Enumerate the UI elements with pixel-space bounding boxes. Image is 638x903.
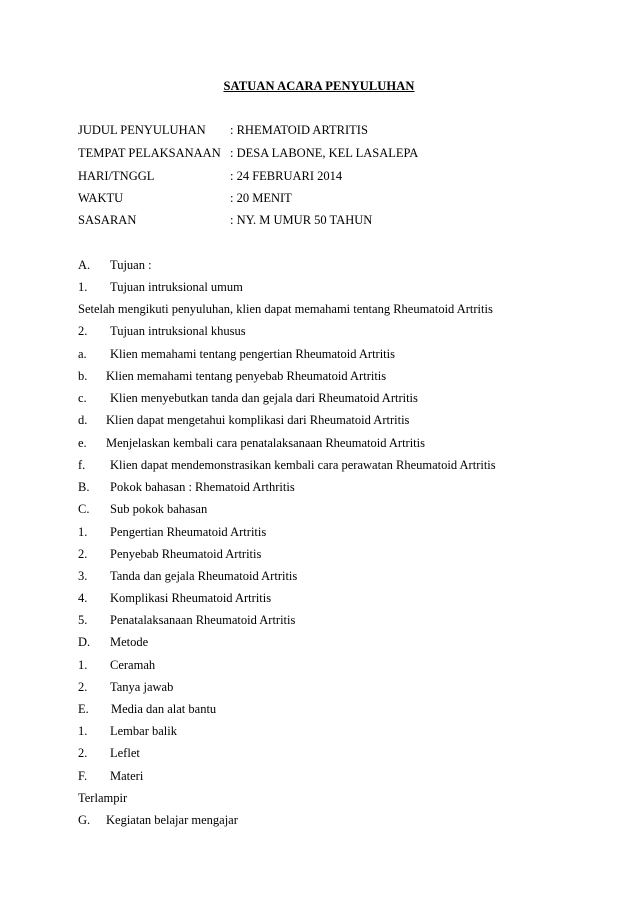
info-label-waktu: WAKTU	[78, 191, 124, 205]
list-marker: 1.	[78, 724, 88, 738]
list-text: Media dan alat bantu	[111, 702, 217, 716]
list-item	[78, 680, 173, 695]
info-label-tempat: TEMPAT PELAKSANAAN	[78, 146, 221, 160]
list-marker: C.	[78, 502, 90, 516]
list-marker: E.	[78, 702, 89, 716]
list-marker: 1.	[78, 525, 88, 539]
list-text: Setelah mengikuti penyuluhan, klien dapat memahami tentang Rheumatoid Artritis	[78, 302, 493, 316]
info-label-hari: HARI/TNGGL	[78, 169, 155, 183]
list-item	[78, 613, 295, 628]
list-text: Materi	[110, 769, 144, 783]
list-item	[78, 480, 295, 495]
list-marker: B.	[78, 480, 90, 494]
list-item	[78, 258, 152, 273]
list-marker: 4.	[78, 591, 88, 605]
info-value-judul: : RHEMATOID ARTRITIS	[230, 123, 368, 137]
info-value-sasaran: : NY. M UMUR 50 TAHUN	[230, 213, 373, 227]
list-text: Klien dapat mengetahui komplikasi dari Rheumatoid Artritis	[106, 413, 410, 427]
list-item	[78, 525, 266, 540]
list-text: Tanya jawab	[110, 680, 174, 694]
list-marker: e.	[78, 436, 87, 450]
list-text: Komplikasi Rheumatoid Artritis	[110, 591, 272, 605]
list-text: Klien memahami tentang pengertian Rheumatoid Artritis	[110, 347, 395, 361]
list-text: Klien memahami tentang penyebab Rheumatoid Artritis	[106, 369, 387, 383]
document-title: SATUAN ACARA PENYULUHAN	[223, 79, 415, 93]
list-text: Tujuan intruksional khusus	[110, 324, 246, 338]
list-item	[78, 724, 177, 739]
list-text: Klien dapat mendemonstrasikan kembali cara perawatan Rheumatoid Artritis	[110, 458, 496, 472]
list-text: Terlampir	[78, 791, 128, 805]
paragraph-text	[78, 302, 493, 317]
list-item	[78, 502, 207, 517]
list-text: Sub pokok bahasan	[110, 502, 208, 516]
info-label-sasaran: SASARAN	[78, 213, 137, 227]
list-text: Penyebab Rheumatoid Artritis	[110, 547, 262, 561]
list-text: Penatalaksanaan Rheumatoid Artritis	[110, 613, 296, 627]
list-item	[78, 347, 395, 362]
list-marker: 1.	[78, 658, 88, 672]
list-text: Lembar balik	[110, 724, 177, 738]
list-item	[78, 702, 216, 717]
list-marker: a.	[78, 347, 87, 361]
list-text: Klien menyebutkan tanda dan gejala dari Rheumatoid Artritis	[110, 391, 418, 405]
list-marker: F.	[78, 769, 88, 783]
list-marker: 5.	[78, 613, 88, 627]
list-marker: D.	[78, 635, 91, 649]
list-item	[78, 547, 261, 562]
list-marker: 2.	[78, 324, 88, 338]
list-item	[78, 324, 246, 339]
list-item	[78, 369, 386, 384]
list-item	[78, 413, 409, 428]
list-item	[78, 746, 140, 761]
list-text: Tujuan :	[110, 258, 152, 272]
list-marker: c.	[78, 391, 87, 405]
list-marker: G.	[78, 813, 91, 827]
list-marker: A.	[78, 258, 91, 272]
list-marker: d.	[78, 413, 88, 427]
list-marker: 3.	[78, 569, 88, 583]
list-item	[78, 569, 297, 584]
list-text: Tanda dan gejala Rheumatoid Artritis	[110, 569, 298, 583]
list-item	[78, 591, 271, 606]
info-value-waktu: : 20 MENIT	[230, 191, 292, 205]
list-text: Ceramah	[110, 658, 156, 672]
list-text: Kegiatan belajar mengajar	[106, 813, 238, 827]
list-text: Menjelaskan kembali cara penatalaksanaan Rheumatoid Artritis	[106, 436, 425, 450]
list-marker: 2.	[78, 680, 88, 694]
list-item	[78, 458, 496, 473]
list-item	[78, 658, 155, 673]
list-item	[78, 391, 418, 406]
list-marker: 2.	[78, 746, 88, 760]
list-item	[78, 280, 243, 295]
list-item	[78, 769, 143, 784]
list-marker: 1.	[78, 280, 88, 294]
info-value-tempat: : DESA LABONE, KEL LASALEPA	[230, 146, 419, 160]
info-value-hari: : 24 FEBRUARI 2014	[230, 169, 343, 183]
paragraph-text	[78, 791, 127, 806]
list-text: Leflet	[110, 746, 140, 760]
list-marker: f.	[78, 458, 86, 472]
list-text: Metode	[110, 635, 149, 649]
list-text: Tujuan intruksional umum	[110, 280, 243, 294]
list-item	[78, 635, 148, 650]
list-marker: b.	[78, 369, 88, 383]
list-text: Pokok bahasan : Rhematoid Arthritis	[110, 480, 295, 494]
list-item	[78, 436, 425, 451]
list-item	[78, 813, 238, 828]
info-label-judul: JUDUL PENYULUHAN	[78, 123, 206, 137]
list-text: Pengertian Rheumatoid Artritis	[110, 525, 267, 539]
list-marker: 2.	[78, 547, 88, 561]
